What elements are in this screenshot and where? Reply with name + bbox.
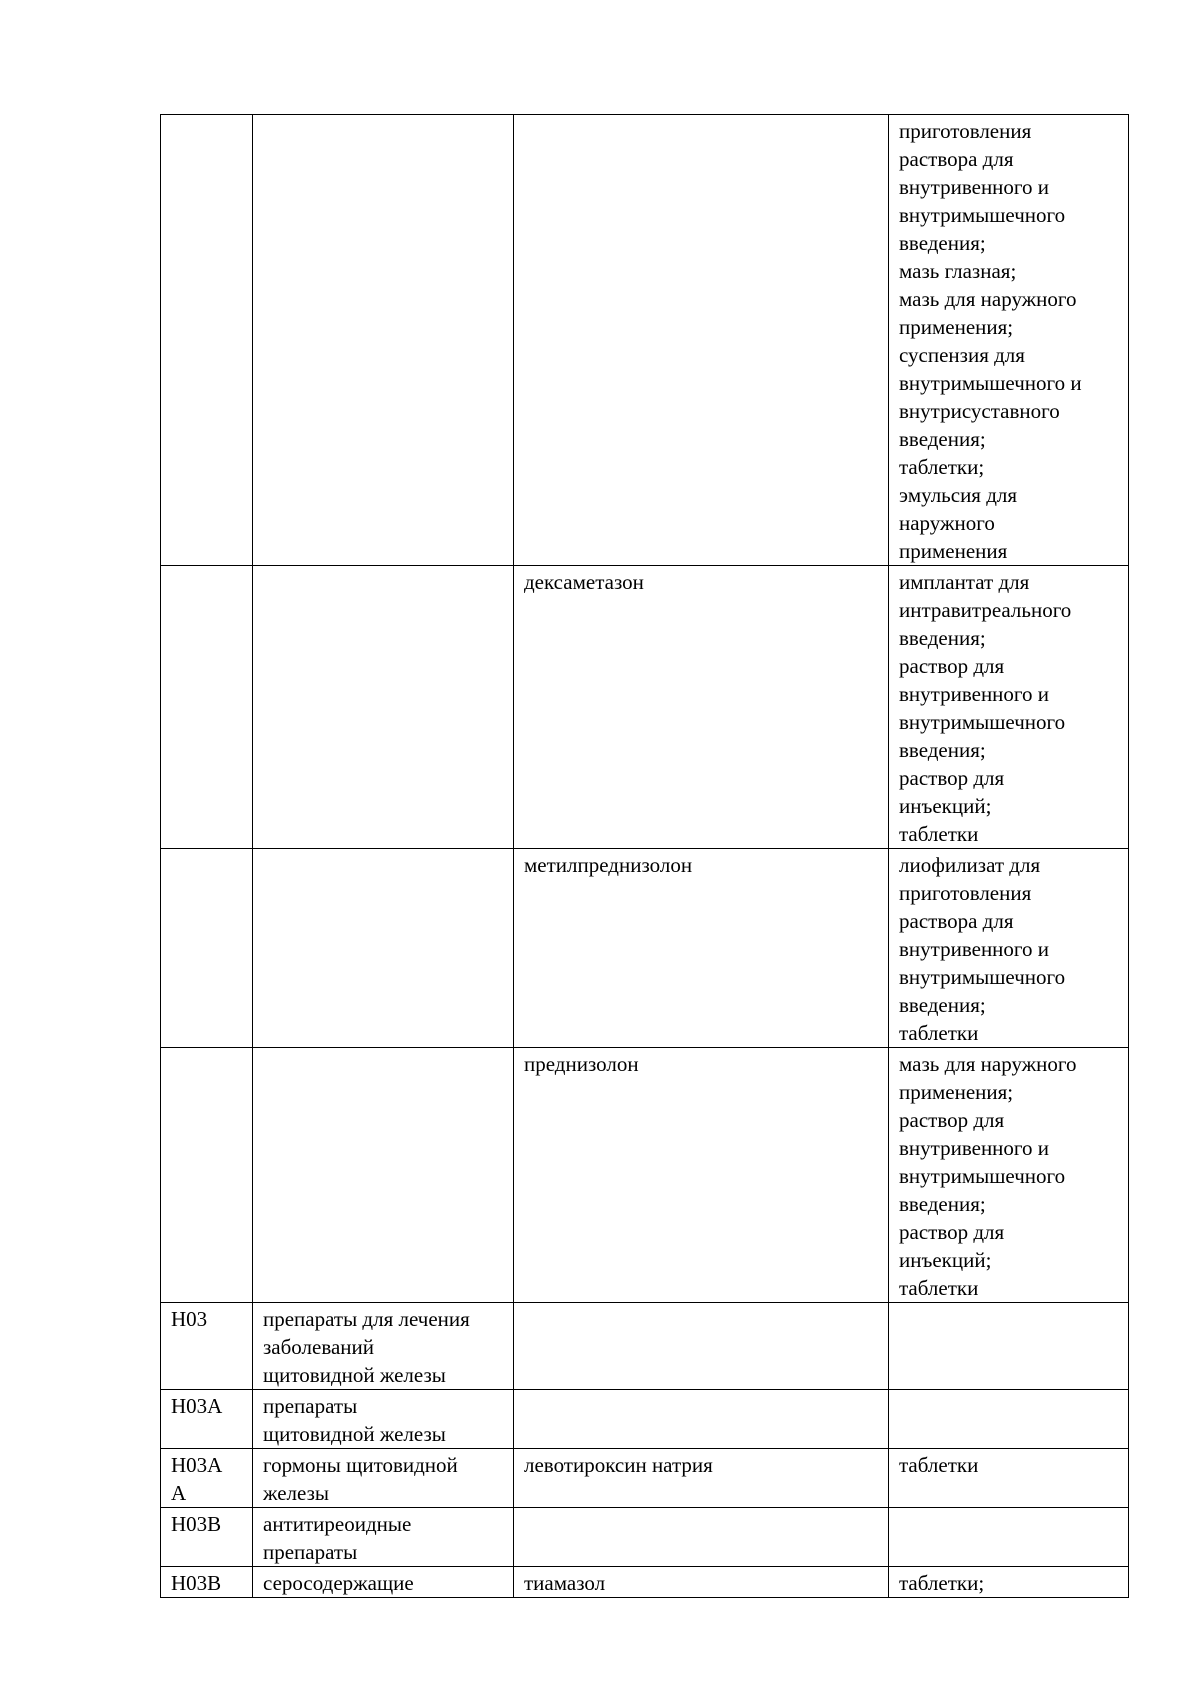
drug-name-cell xyxy=(514,1303,889,1390)
cell-text-line: препараты xyxy=(263,1394,358,1418)
cell-text-line: H03 xyxy=(171,1307,208,1331)
cell-text-line: раствор для xyxy=(899,766,1005,790)
table-row xyxy=(161,115,1129,566)
group-name-cell xyxy=(253,1390,514,1449)
cell-text-line: приготовления xyxy=(899,119,1032,143)
cell-text-line: лиофилизат для xyxy=(899,853,1041,877)
cell-text-line: инъекций; xyxy=(899,1248,992,1272)
cell-text-line: антитиреоидные xyxy=(263,1512,412,1536)
cell-text-line: суспензия для xyxy=(899,343,1025,367)
cell-text-line: раствора для xyxy=(899,909,1014,933)
atc-code-cell xyxy=(161,1567,253,1598)
atc-code-cell xyxy=(161,1303,253,1390)
cell-text-line: левотироксин натрия xyxy=(524,1453,713,1477)
cell-text-line: таблетки xyxy=(899,822,979,846)
cell-text-line: внутримышечного и xyxy=(899,371,1082,395)
table-row xyxy=(161,1303,1129,1390)
cell-text-line: введения; xyxy=(899,1192,986,1216)
cell-text-line: таблетки; xyxy=(899,455,985,479)
cell-text-line: интравитреального xyxy=(899,598,1072,622)
cell-text-line: таблетки xyxy=(899,1276,979,1300)
cell-text-line: таблетки; xyxy=(899,1571,985,1595)
cell-text-line: таблетки xyxy=(899,1453,979,1477)
cell-text-line: введения; xyxy=(899,626,986,650)
cell-text-line: раствор для xyxy=(899,1108,1005,1132)
cell-text-line: имплантат для xyxy=(899,570,1030,594)
cell-text-line: преднизолон xyxy=(524,1052,639,1076)
group-name-cell xyxy=(253,1449,514,1508)
cell-text-line: внутрисуставного xyxy=(899,399,1060,423)
atc-code-cell xyxy=(161,1048,253,1303)
drug-name-cell xyxy=(514,849,889,1048)
table-row xyxy=(161,566,1129,849)
dosage-forms-cell xyxy=(889,849,1129,1048)
cell-text-line: метилпреднизолон xyxy=(524,853,693,877)
group-name-cell xyxy=(253,1508,514,1567)
dosage-forms-cell xyxy=(889,1567,1129,1598)
cell-text-line: инъекций; xyxy=(899,794,992,818)
cell-text-line: заболеваний xyxy=(263,1335,374,1359)
cell-text-line: щитовидной железы xyxy=(263,1422,446,1446)
drug-name-cell xyxy=(514,1390,889,1449)
cell-text-line: мазь для наружного xyxy=(899,287,1077,311)
cell-text-line: раствор для xyxy=(899,1220,1005,1244)
cell-text-line: внутримышечного xyxy=(899,1164,1066,1188)
table-row xyxy=(161,849,1129,1048)
drug-name-cell xyxy=(514,115,889,566)
table-row xyxy=(161,1048,1129,1303)
drug-name-cell xyxy=(514,566,889,849)
dosage-forms-cell xyxy=(889,1449,1129,1508)
cell-text-line: введения; xyxy=(899,427,986,451)
cell-text-line: раствора для xyxy=(899,147,1014,171)
group-name-cell xyxy=(253,1048,514,1303)
cell-text-line: введения; xyxy=(899,231,986,255)
dosage-forms-cell xyxy=(889,115,1129,566)
cell-text-line: применения; xyxy=(899,315,1014,339)
cell-text-line: введения; xyxy=(899,993,986,1017)
drug-name-cell xyxy=(514,1449,889,1508)
table-row xyxy=(161,1449,1129,1508)
group-name-cell xyxy=(253,1567,514,1598)
cell-text-line: применения xyxy=(899,539,1008,563)
table-row xyxy=(161,1567,1129,1598)
cell-text-line: таблетки xyxy=(899,1021,979,1045)
dosage-forms-cell xyxy=(889,1303,1129,1390)
atc-code-cell xyxy=(161,849,253,1048)
cell-text-line: дексаметазон xyxy=(524,570,644,594)
cell-text-line: внутримышечного xyxy=(899,710,1066,734)
atc-code-cell xyxy=(161,1390,253,1449)
cell-text-line: введения; xyxy=(899,738,986,762)
cell-text-line: внутривенного и xyxy=(899,682,1049,706)
cell-text-line: применения; xyxy=(899,1080,1014,1104)
cell-text-line: внутримышечного xyxy=(899,965,1066,989)
cell-text-line: H03A xyxy=(171,1453,223,1477)
group-name-cell xyxy=(253,115,514,566)
dosage-forms-cell xyxy=(889,1390,1129,1449)
cell-text-line: железы xyxy=(263,1481,330,1505)
cell-text-line: наружного xyxy=(899,511,995,535)
cell-text-line: раствор для xyxy=(899,654,1005,678)
group-name-cell xyxy=(253,849,514,1048)
group-name-cell xyxy=(253,1303,514,1390)
cell-text-line: внутривенного и xyxy=(899,175,1049,199)
cell-text-line: внутривенного и xyxy=(899,937,1049,961)
dosage-forms-cell xyxy=(889,566,1129,849)
cell-text-line: серосодержащие xyxy=(263,1571,414,1595)
drug-name-cell xyxy=(514,1567,889,1598)
atc-code-cell xyxy=(161,566,253,849)
cell-text-line: внутривенного и xyxy=(899,1136,1049,1160)
dosage-forms-cell xyxy=(889,1508,1129,1567)
dosage-forms-cell xyxy=(889,1048,1129,1303)
cell-text-line: щитовидной железы xyxy=(263,1363,446,1387)
cell-text-line: эмульсия для xyxy=(899,483,1018,507)
drug-table xyxy=(160,114,1129,1598)
cell-text-line: H03A xyxy=(171,1394,223,1418)
cell-text-line: приготовления xyxy=(899,881,1032,905)
cell-text-line: H03B xyxy=(171,1512,222,1536)
cell-text-line: мазь глазная; xyxy=(899,259,1017,283)
cell-text-line: H03B xyxy=(171,1571,222,1595)
cell-text-line: мазь для наружного xyxy=(899,1052,1077,1076)
table-row xyxy=(161,1390,1129,1449)
table-row xyxy=(161,1508,1129,1567)
group-name-cell xyxy=(253,566,514,849)
cell-text-line: внутримышечного xyxy=(899,203,1066,227)
cell-text-line: препараты xyxy=(263,1540,358,1564)
cell-text-line: препараты для лечения xyxy=(263,1307,470,1331)
cell-text-line: тиамазол xyxy=(524,1571,606,1595)
cell-text-line: A xyxy=(171,1481,187,1505)
drug-name-cell xyxy=(514,1048,889,1303)
cell-text-line: гормоны щитовидной xyxy=(263,1453,458,1477)
atc-code-cell xyxy=(161,1449,253,1508)
atc-code-cell xyxy=(161,1508,253,1567)
drug-name-cell xyxy=(514,1508,889,1567)
atc-code-cell xyxy=(161,115,253,566)
